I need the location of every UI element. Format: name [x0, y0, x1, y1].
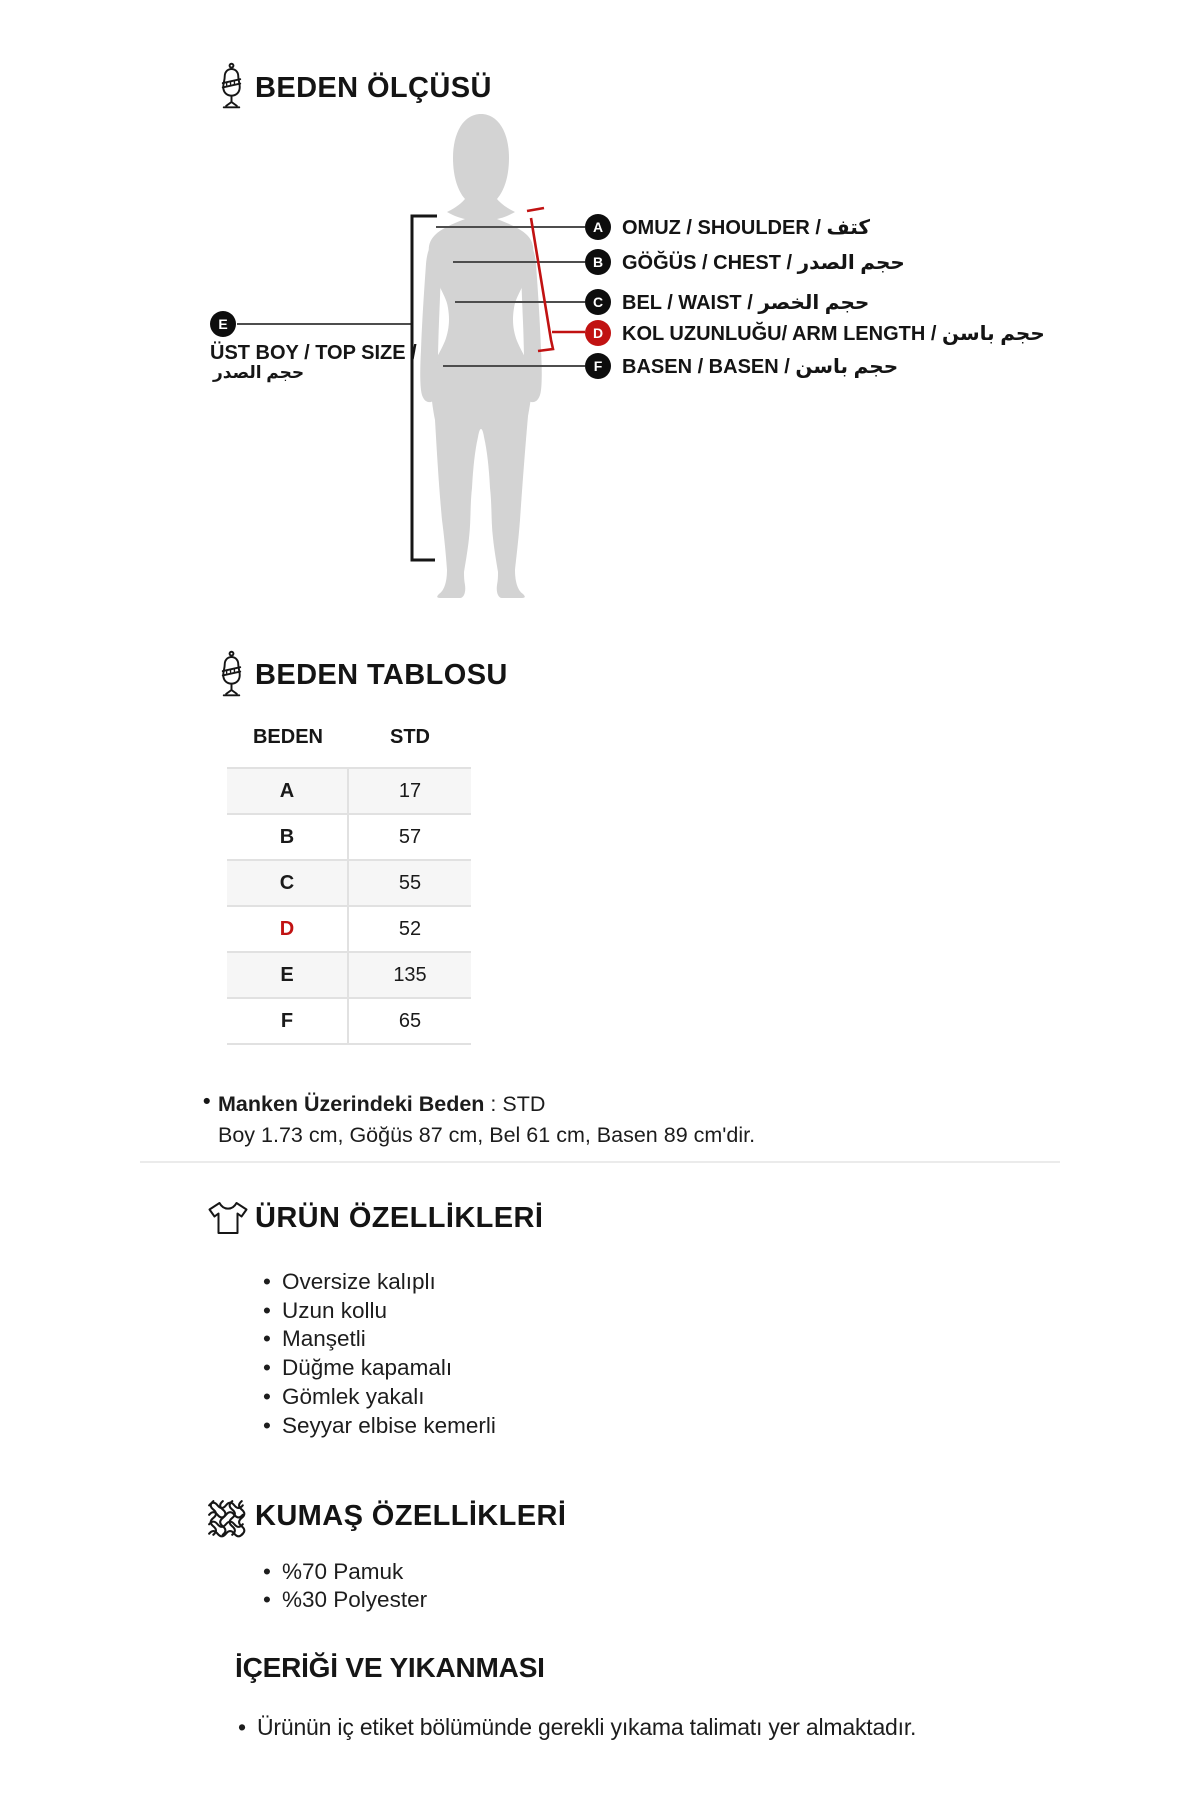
feature-item: • Manşetli	[263, 1325, 496, 1354]
size-table-title: BEDEN TABLOSU	[255, 659, 508, 691]
size-table	[227, 767, 471, 1045]
size-table-col-header: BEDEN	[252, 726, 323, 748]
care-item: • Ürünün iç etiket bölümünde gerekli yıkama talimatı yer almaktadır.	[238, 1712, 958, 1743]
measure-label-basen	[585, 353, 898, 379]
size-key: F	[227, 999, 349, 1043]
table-row	[227, 951, 471, 997]
size-value: 52	[398, 917, 422, 940]
table-row-highlighted	[227, 905, 471, 951]
measure-label-shoulder	[585, 214, 870, 240]
size-key: E	[227, 953, 349, 997]
size-value: 57	[398, 825, 422, 848]
size-key: B	[227, 815, 349, 859]
letter-badge-b: B	[585, 249, 611, 275]
mannequin-icon	[216, 650, 247, 699]
feature-item: • Uzun kollu	[263, 1297, 496, 1326]
table-row	[227, 767, 471, 813]
bullet-dot: •	[203, 1089, 211, 1113]
feature-item: • Oversize kalıplı	[263, 1268, 496, 1297]
size-key: D	[227, 907, 349, 951]
product-features-list	[263, 1268, 496, 1440]
fabric-features-title: KUMAŞ ÖZELLİKLERİ	[255, 1500, 567, 1532]
measure-label-waist	[585, 289, 869, 315]
size-value: 17	[398, 779, 422, 802]
letter-badge-d: D	[585, 320, 611, 346]
model-size-note	[218, 1089, 755, 1151]
top-size-label: ÜST BOY / TOP SIZE /	[210, 342, 417, 364]
measure-label-text: KOL UZUNLUĞU/ ARM LENGTH / حجم باسن	[622, 322, 1045, 345]
measure-label-text: OMUZ / SHOULDER / كتف	[622, 216, 871, 239]
letter-badge-c: C	[585, 289, 611, 315]
measure-label-arm-length	[585, 320, 1045, 346]
feature-item: • Düğme kapamalı	[263, 1354, 496, 1383]
section-divider	[140, 1161, 1060, 1163]
care-title: İÇERİĞİ VE YIKANMASI	[235, 1652, 545, 1683]
table-row	[227, 859, 471, 905]
fabric-item: • %70 Pamuk	[263, 1558, 427, 1586]
measure-label-text: BASEN / BASEN / حجم باسن	[622, 355, 899, 378]
measure-label-text: BEL / WAIST / حجم الخصر	[622, 291, 870, 314]
feature-item: • Seyyar elbise kemerli	[263, 1412, 496, 1441]
size-key: A	[227, 769, 349, 813]
size-key: C	[227, 861, 349, 905]
tshirt-icon	[206, 1199, 250, 1237]
fabric-item: • %30 Polyester	[263, 1586, 427, 1614]
model-size-label: Manken Üzerindeki Beden	[218, 1092, 485, 1116]
measure-label-text: GÖĞÜS / CHEST / حجم الصدر	[622, 251, 905, 274]
top-size-label-arabic: حجم الصدر	[213, 363, 305, 382]
fabric-features-list	[263, 1558, 427, 1614]
size-measure-title: BEDEN ÖLÇÜSÜ	[255, 72, 492, 104]
model-measurements: Boy 1.73 cm, Göğüs 87 cm, Bel 61 cm, Basen 89 cm'dir.	[218, 1123, 756, 1147]
measure-label-chest	[585, 249, 905, 275]
product-features-title: ÜRÜN ÖZELLİKLERİ	[255, 1202, 544, 1234]
model-size-value: : STD	[484, 1092, 546, 1116]
size-value: 55	[398, 871, 422, 894]
size-value: 135	[393, 963, 427, 986]
care-list	[238, 1712, 958, 1743]
table-row	[227, 997, 471, 1045]
letter-badge-f: F	[585, 353, 611, 379]
model-size-line	[218, 1089, 755, 1120]
letter-badge-a: A	[585, 214, 611, 240]
fabric-weave-icon	[206, 1498, 248, 1540]
feature-item: • Gömlek yakalı	[263, 1383, 496, 1412]
letter-badge-e: E	[210, 311, 236, 337]
size-value: 65	[398, 1009, 422, 1032]
female-body-silhouette	[420, 114, 542, 598]
table-row	[227, 813, 471, 859]
size-table-col-header: STD	[390, 726, 430, 748]
